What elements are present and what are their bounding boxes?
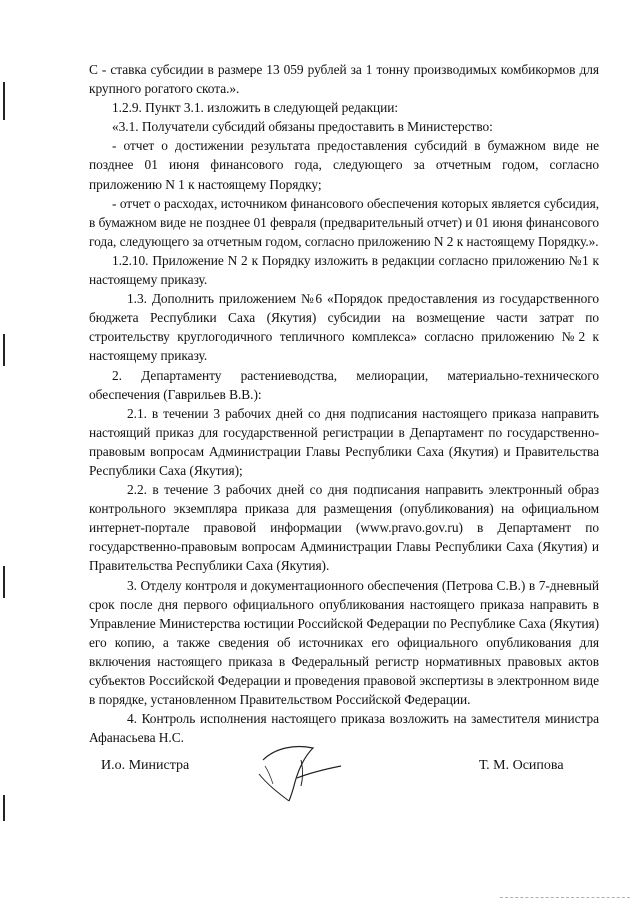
- paragraph-4: 4. Контроль исполнения настоящего приказа возложить на заместителя министра Афанасьева Н.С.: [89, 711, 599, 746]
- paragraph-2-2: 2.2. в течение 3 рабочих дней со дня подписания направить электронный образ контрольного экземпляра приказа для размещения (опубликования) на официальном интернет-портале правовой информации (www.pravo.gov.ru) в Департамент по государственно-правовым вопросам Администрации Главы Республики Саха (Якутия) и Правительства Республики Саха (Якутия).: [89, 482, 599, 574]
- scan-margin-mark: [2, 795, 6, 821]
- paragraph-3: 3. Отделу контроля и документационного обеспечения (Петрова С.В.) в 7-дневный срок после дня первого официального опубликования настоящего приказа направить в Управление Министерства юстиции Российской Федерации по Республике Саха (Якутия) его копию, а также сведения об источниках его официального опубликования для включения настоящего приказа в Федеральный регистр нормативных правовых актов субъектов Российской Федерации и проведения правовой экспертизы в электронном виде в порядке, установленном Правительством Российской Федерации.: [89, 577, 599, 708]
- paragraph-2-1: 2.1. в течении 3 рабочих дней со дня подписания настоящего приказа направить настоящий приказ для государственной регистрации в Департамент по государственно-правовым вопросам Администрации Главы Республики Саха (Якутия) и Правительства Республики Саха (Якутия);: [89, 405, 599, 478]
- scan-margin-mark: [2, 334, 6, 366]
- paragraph-report-expenses: - отчет о расходах, источником финансового обеспечения которых является субсидия, в бумажном виде не позднее 01 февраля (предварительный отчет) и 01 июня финансового года, следующего за отчетным годом, согласно приложению N 2 к настоящему Порядку.».: [89, 195, 599, 249]
- paragraph-1-3: 1.3. Дополнить приложением №6 «Порядок предоставления из государственного бюджета Республики Саха (Якутия) субсидии на возмещение части затрат по строительству круглогодичного тепличного комплекса» согласно приложению №2 к настоящему приказу.: [89, 291, 599, 364]
- scan-margin-mark: [2, 566, 6, 598]
- scan-footer-line: [500, 897, 630, 898]
- document-body: [89, 60, 599, 747]
- paragraph-3-1: «3.1. Получатели субсидий обязаны предоставить в Министерство:: [112, 119, 493, 135]
- signer-name: Т. М. Осипова: [479, 758, 564, 773]
- paragraph-subsidy-rate: С - ставка субсидии в размере 13 059 рублей за 1 тонну производимых комбикормов для крупного рогатого скота.».: [89, 62, 599, 97]
- paragraph-2: 2. Департаменту растениеводства, мелиорации, материально-технического обеспечения (Гаврильев В.В.):: [89, 367, 599, 402]
- paragraph-1-2-10: 1.2.10. Приложение N 2 к Порядку изложить в редакции согласно приложению №1 к настоящему приказу.: [89, 252, 599, 288]
- scan-margin-mark: [2, 82, 6, 120]
- signer-position: И.о. Министра: [101, 758, 190, 773]
- paragraph-1-2-9: 1.2.9. Пункт 3.1. изложить в следующей редакции:: [112, 100, 399, 116]
- paragraph-report-results: - отчет о достижении результата предоставления субсидий в бумажном виде не позднее 01 июня финансового года, следующего за отчетным годом, согласно приложению N 1 к настоящему Порядку;: [89, 138, 599, 192]
- handwritten-signature: [255, 738, 345, 808]
